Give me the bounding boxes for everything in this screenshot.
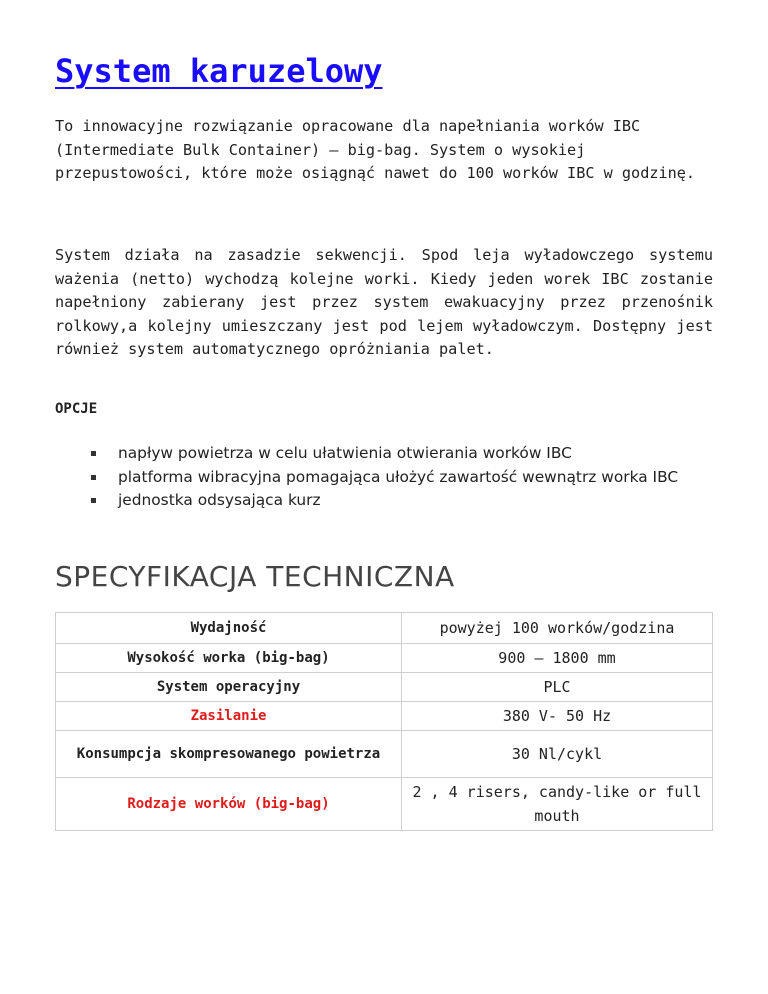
table-row — [56, 731, 713, 778]
options-label: OPCJE — [55, 401, 98, 417]
table-row — [56, 644, 713, 673]
table-row — [56, 778, 713, 831]
option-text: jednostka odsysająca kurz — [118, 491, 321, 509]
spec-value: 30 Nl/cykl — [402, 731, 713, 778]
spec-label: Rodzaje worków (big-bag) — [56, 778, 402, 831]
table-row — [56, 613, 713, 644]
table-row — [56, 673, 713, 702]
spec-value: 2 , 4 risers, candy-like or full mouth — [402, 778, 713, 831]
spec-label: Zasilanie — [56, 702, 402, 731]
bullet-icon — [91, 451, 96, 456]
option-text: platforma wibracyjna pomagająca ułożyć zawartość wewnątrz worka IBC — [118, 467, 679, 486]
intro-paragraph: To innowacyjne rozwiązanie opracowane dla napełniania worków IBC (Intermediate Bulk Container) – big-bag. System o wysokiej przepustowości, które może osiągnąć nawet do 100 worków IBC w godzinę. — [55, 117, 696, 182]
spec-table — [55, 612, 713, 831]
bullet-icon — [91, 475, 96, 480]
list-item — [91, 489, 713, 513]
list-item — [91, 466, 713, 490]
spec-value: 380 V- 50 Hz — [402, 702, 713, 731]
options-list — [91, 442, 713, 513]
table-row — [56, 702, 713, 731]
spec-value: powyżej 100 worków/godzina — [402, 613, 713, 644]
description-paragraph: System działa na zasadzie sekwencji. Spod leja wyładowczego systemu ważenia (netto) wychodzą kolejne worki. Kiedy jeden worek IBC zostanie napełniony zabierany jest przez system ewakuacyjny przez przenośnik rolkowy,a kolejny umieszczany jest pod lejem wyładowczym. Dostępny jest również system automatycznego opróżniania palet. — [55, 246, 713, 358]
spec-label: Konsumpcja skompresowanego powietrza — [56, 731, 402, 778]
page-title-link[interactable]: System karuzelowy — [55, 52, 383, 90]
option-text: napływ powietrza w celu ułatwienia otwierania worków IBC — [118, 444, 572, 462]
list-item — [91, 442, 713, 466]
spec-heading: SPECYFIKACJA TECHNICZNA — [55, 560, 455, 593]
spec-label: Wysokość worka (big-bag) — [56, 644, 402, 673]
spec-label: System operacyjny — [56, 673, 402, 702]
spec-value: 900 – 1800 mm — [402, 644, 713, 673]
bullet-icon — [91, 498, 96, 503]
spec-label: Wydajność — [56, 613, 402, 644]
spec-value: PLC — [402, 673, 713, 702]
